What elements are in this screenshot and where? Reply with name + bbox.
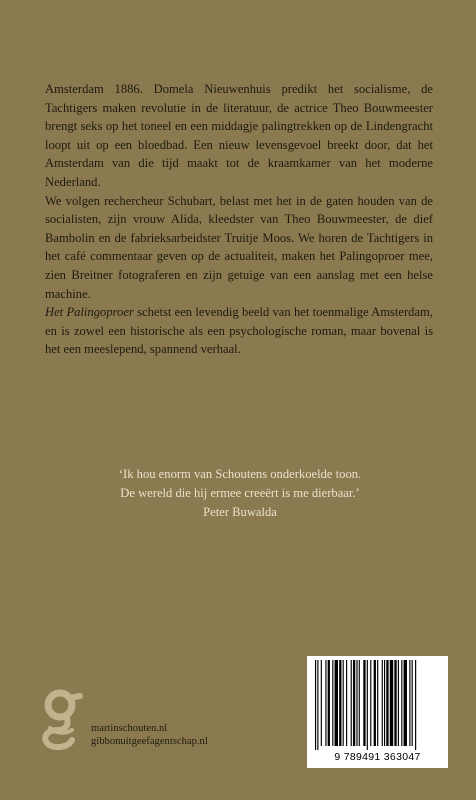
- barcode-bar: [317, 660, 318, 750]
- quote-line-2: De wereld die hij ermee creeërt is me dierbaar.’: [120, 485, 360, 500]
- barcode-bar: [353, 660, 355, 746]
- barcode-bar: [398, 660, 399, 746]
- blurb-paragraph-2: We volgen rechercheur Schubart, belast met het in de gaten houden van de socialisten, zijn vrouw Alida, kleedster van Theo Bouwmeester, de dief Bambolin en de fabrieksarbeidster Truitje Moos. We horen de Tachtigers in het café commentaar geven op de actualiteit, maken het Palingoproer mee, zien Breitner fotograferen en zijn getuige van een aanslag met een helse machine.: [45, 193, 433, 301]
- barcode-bar: [394, 660, 396, 746]
- back-cover-blurb: [45, 80, 433, 359]
- barcode-bar: [382, 660, 383, 746]
- barcode-bar: [328, 660, 330, 746]
- barcode-bar: [332, 660, 333, 746]
- barcode-bar: [367, 660, 368, 750]
- book-title: Het Palingoproer: [45, 305, 134, 320]
- isbn-barcode: [307, 656, 448, 768]
- barcode-bar: [321, 660, 322, 746]
- barcode-bar: [356, 660, 357, 746]
- barcode-bar: [315, 660, 316, 750]
- barcode-bar: [386, 660, 388, 746]
- barcode-bar: [343, 660, 344, 746]
- isbn-number: 9 789491 363047: [334, 751, 421, 763]
- barcode-bar: [351, 660, 352, 746]
- barcode-bars: [315, 660, 440, 750]
- quote-line-1: ‘Ik hou enorm van Schoutens onderkoelde toon.: [118, 467, 362, 481]
- barcode-bar: [377, 660, 378, 746]
- barcode-bar: [409, 660, 410, 746]
- publisher-websites: [91, 722, 208, 748]
- gibbon-g-logo-icon: [36, 688, 88, 750]
- barcode-bar: [415, 660, 416, 750]
- barcode-bar: [325, 660, 326, 746]
- barcode-bar: [346, 660, 347, 746]
- barcode-bar: [374, 660, 376, 746]
- publisher-site-1[interactable]: martinschouten.nl: [91, 723, 168, 734]
- barcode-bar: [401, 660, 402, 746]
- blurb-paragraph-1: Amsterdam 1886. Domela Nieuwenhuis predikt het socialisme, de Tachtigers maken revolutie in de literatuur, de actrice Theo Bouwmeester brengt seks op het toneel en een middagje palingtrekken op de Lindengracht loopt uit op een bloedbad. Een nieuw levensgevoel breekt door, dat het Amsterdam van die tijd maakt tot de kraamkamer van het moderne Nederland.: [45, 82, 433, 189]
- blurb-paragraph-3-text: schetst een levendig beeld van het toenmalige Amsterdam, en is zowel een historische als een psychologische roman, maar bovenal is het een meeslepend, spannend verhaal.: [45, 305, 433, 357]
- barcode-bar: [339, 660, 341, 746]
- publisher-site-2[interactable]: gibbonuitgeefagentschap.nl: [91, 736, 208, 748]
- barcode-bar: [384, 660, 385, 746]
- blurb-paragraph-3: [45, 303, 433, 359]
- review-quote: [40, 465, 440, 521]
- barcode-bar: [412, 660, 413, 746]
- barcode-bar: [359, 660, 360, 746]
- barcode-bar: [335, 660, 338, 746]
- barcode-bar: [363, 660, 365, 746]
- quote-author: Peter Buwalda: [203, 504, 277, 519]
- barcode-bar: [370, 660, 371, 746]
- barcode-bar: [390, 660, 393, 746]
- barcode-bar: [404, 660, 407, 746]
